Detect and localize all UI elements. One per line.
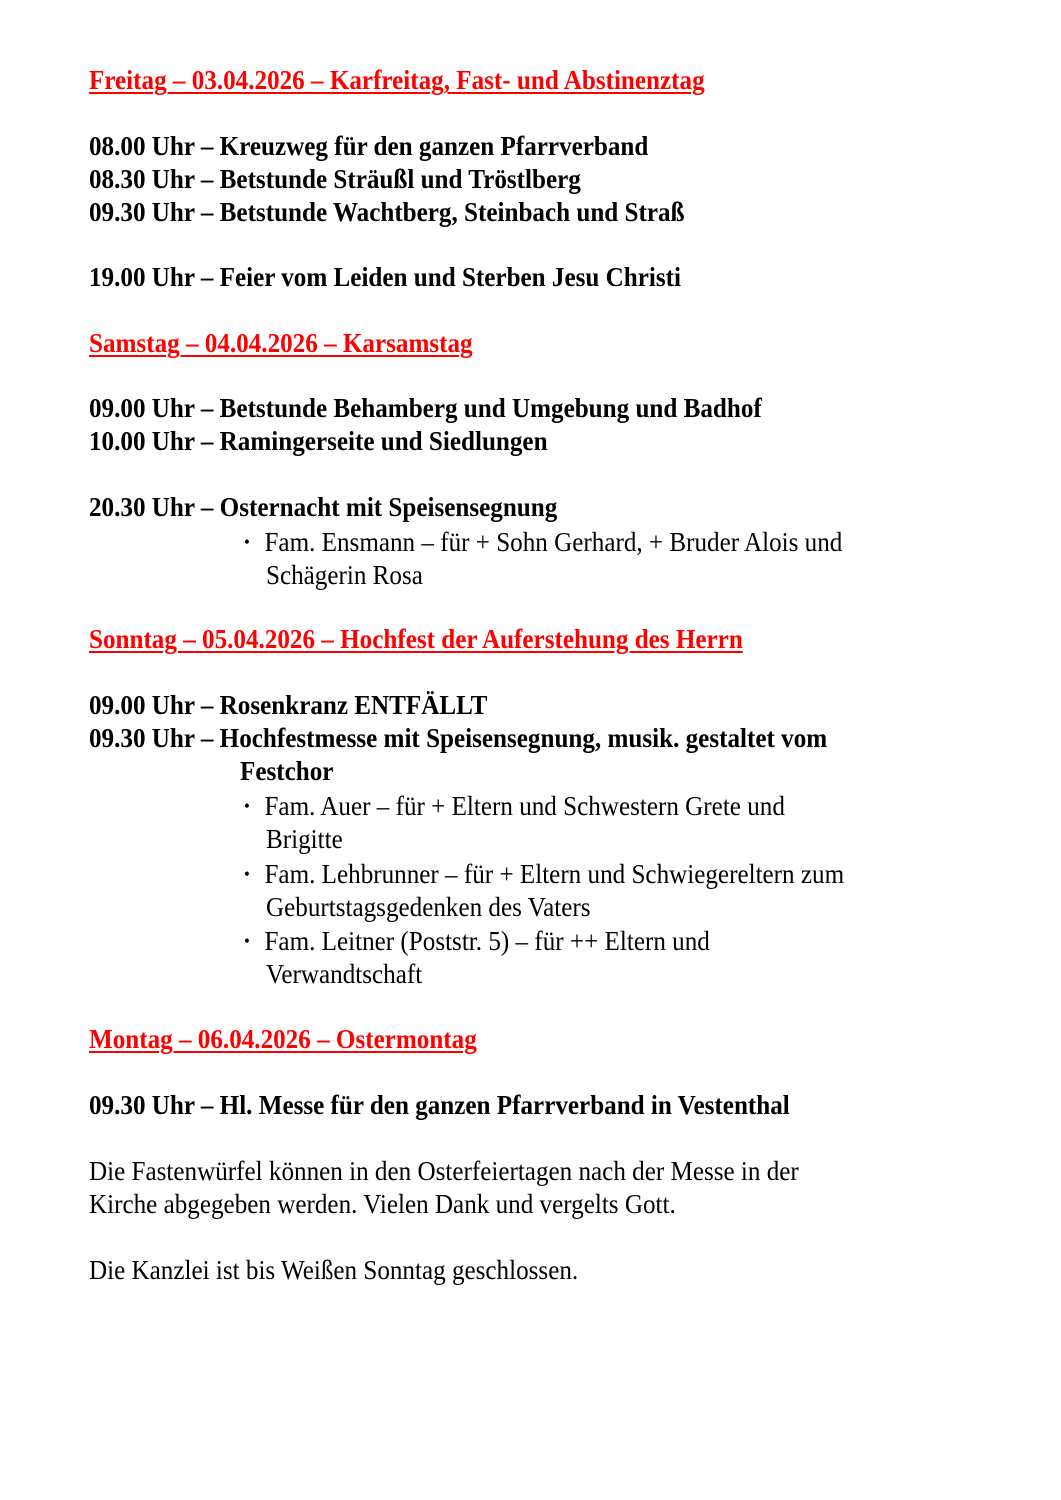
intention-item [244,858,844,891]
bullet-icon: • [244,864,250,884]
intention-text: Fam. Leitner (Poststr. 5) – für ++ Eltern und [264,926,710,956]
bullet-icon: • [244,532,250,552]
note-paragraph-line: Die Fastenwürfel können in den Osterfeiertagen nach der Messe in der [89,1156,799,1186]
intention-text-continuation: Geburtstagsgedenken des Vaters [266,892,591,922]
intention-text: Fam. Lehbrunner – für + Eltern und Schwiegereltern zum [264,859,845,889]
event-line: 09.30 Uhr – Betstunde Wachtberg, Steinbach und Straß [89,197,685,227]
event-line: 09.30 Uhr – Hochfestmesse mit Speisensegnung, musik. gestaltet vom [89,723,828,753]
event-line: 09.00 Uhr – Rosenkranz ENTFÄLLT [89,690,488,720]
note-paragraph-line: Die Kanzlei ist bis Weißen Sonntag geschlossen. [89,1255,579,1285]
section-heading-montag: Montag – 06.04.2026 – Ostermontag [89,1024,477,1054]
intention-text-continuation: Schägerin Rosa [266,560,423,590]
event-line: 20.30 Uhr – Osternacht mit Speisensegnung [89,492,558,522]
event-line: 08.30 Uhr – Betstunde Sträußl und Tröstlberg [89,164,581,194]
event-line-continuation: Festchor [240,756,334,786]
intention-text-continuation: Verwandtschaft [266,959,423,989]
bullet-icon: • [244,931,250,951]
bullet-icon: • [244,796,250,816]
section-heading-sonntag: Sonntag – 05.04.2026 – Hochfest der Auferstehung des Herrn [89,624,743,654]
section-heading-freitag: Freitag – 03.04.2026 – Karfreitag, Fast- und Abstinenztag [89,65,705,95]
intention-item [244,790,785,823]
intention-text: Fam. Auer – für + Eltern und Schwestern Grete und [264,791,785,821]
intention-text-continuation: Brigitte [266,824,343,854]
intention-text: Fam. Ensmann – für + Sohn Gerhard, + Bruder Alois und [264,527,843,557]
event-line: 10.00 Uhr – Ramingerseite und Siedlungen [89,426,548,456]
section-heading-samstag: Samstag – 04.04.2026 – Karsamstag [89,328,473,358]
intention-item [244,925,710,958]
note-paragraph-line: Kirche abgegeben werden. Vielen Dank und vergelts Gott. [89,1189,676,1219]
event-line: 08.00 Uhr – Kreuzweg für den ganzen Pfarrverband [89,131,649,161]
intention-item [244,526,842,559]
event-line: 09.30 Uhr – Hl. Messe für den ganzen Pfarrverband in Vestenthal [89,1090,790,1120]
event-line: 09.00 Uhr – Betstunde Behamberg und Umgebung und Badhof [89,393,762,423]
event-line: 19.00 Uhr – Feier vom Leiden und Sterben Jesu Christi [89,262,681,292]
